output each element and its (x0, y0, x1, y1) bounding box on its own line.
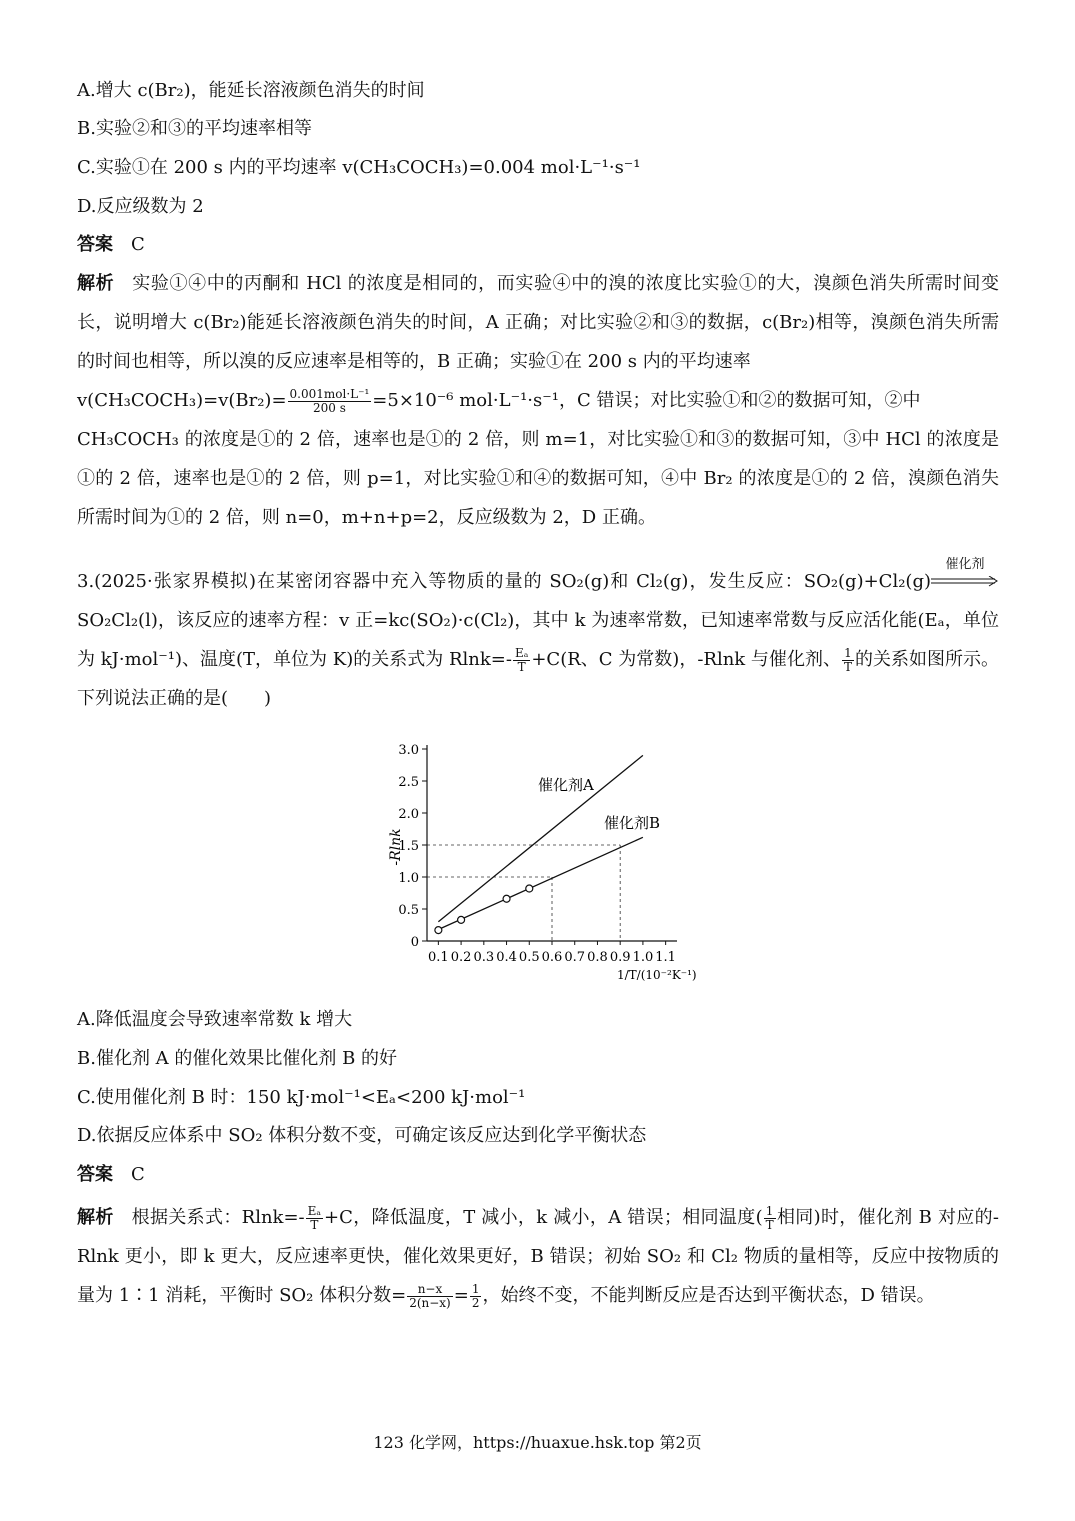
fraction-numerator: 1 (842, 647, 854, 661)
y-tick-label: 2.0 (398, 807, 419, 822)
fraction-denominator: T (310, 1217, 319, 1232)
option-d-top: D.反应级数为 2 (77, 196, 204, 217)
fraction-numerator: 0.001mol·L⁻¹ (289, 386, 370, 401)
catalyst-arrow (931, 557, 999, 592)
analysis-1-label: 解析 (77, 273, 115, 294)
answer-3 (77, 1162, 145, 1188)
y-tick-label: 1.0 (398, 871, 419, 886)
question-3-text-a: 3.(2025·张家界模拟)在某密闭容器中充入等物质的量的 SO₂(g)和 Cl₂(g)，发生反应：SO₂(g)+Cl₂(g) (77, 571, 931, 592)
analysis-1-fraction (288, 388, 372, 415)
answer-1 (77, 232, 145, 258)
option-a-3: A.降低温度会导致速率常数 k 增大 (77, 1009, 353, 1030)
question-3-text-d: 的关系如图所示。下列说法正确的是( ) (77, 649, 999, 709)
analysis-3-text-3: 相同)时，催化剂 B 对应的-Rlnk 更小，即 k 更大，反应速率更快，催化效果更好，B 错误；初始 SO₂ 和 Cl₂ 物质的量相等，反应中按物质的量为 1∶1 消耗，平衡时 SO₂ 体积分数= (77, 1207, 1000, 1306)
y-tick-label: 0 (410, 935, 419, 950)
analysis-3-text-2: +C，降低温度，T 减小，k 减小，A 错误；相同温度( (324, 1207, 763, 1228)
question-3-text-c: +C(R、C 为常数)，-Rlnk 与催化剂、 (531, 649, 841, 670)
analysis-3-text-5: ，始终不变，不能判断反应是否达到平衡状态，D 错误。 (482, 1285, 935, 1306)
analysis-1-eq-right: =5×10⁻⁶ mol·L⁻¹·s⁻¹，C 错误；对比实验①和②的数据可知，②中 (372, 390, 921, 411)
fraction-numerator: Eₐ (514, 645, 529, 660)
fraction-numerator: 1 (764, 1205, 776, 1219)
option-c-top-text: C.实验①在 200 s 内的平均速率 (77, 157, 343, 178)
y-tick-label: 3.0 (398, 743, 419, 758)
fraction-numerator: 1 (471, 1281, 480, 1296)
catalyst-label: 催化剂 (945, 557, 985, 572)
x-tick-label: 0.6 (541, 950, 563, 965)
chart-guides (427, 845, 620, 941)
y-tick-label: 2.5 (398, 775, 419, 790)
option-d-3: D.依据反应体系中 SO₂ 体积分数不变，可确定该反应达到化学平衡状态 (77, 1125, 647, 1146)
series-label-a: 催化剂A (538, 776, 594, 794)
fraction-numerator: n−x (407, 1283, 453, 1297)
x-tick-label: 0.2 (450, 950, 472, 965)
analysis-3 (77, 1198, 999, 1315)
option-c-top-expr: v(CH₃COCH₃)=0.004 mol·L⁻¹·s⁻¹ (342, 157, 641, 178)
y-axis-label: -Rlnk (388, 828, 404, 866)
fraction-denominator: T (843, 659, 852, 674)
series-label-b: 催化剂B (604, 814, 661, 832)
fraction-denominator: T (765, 1217, 774, 1232)
x-tick-label: 1.1 (655, 950, 676, 965)
y-tick-label: 1.5 (398, 839, 419, 854)
answer-1-label: 答案 (77, 234, 113, 255)
x-tick-label: 0.8 (587, 950, 608, 965)
analysis-3-frac-1 (306, 1205, 323, 1232)
x-tick-label: 0.7 (564, 950, 586, 965)
option-b-top: B.实验②和③的平均速率相等 (77, 118, 312, 139)
y-tick-label: 0.5 (398, 903, 419, 918)
answer-3-label: 答案 (77, 1164, 113, 1185)
fraction-denominator: T (517, 659, 526, 674)
analysis-3-frac-2 (764, 1205, 776, 1232)
option-c-top (77, 155, 641, 181)
analysis-3-frac-4 (470, 1283, 482, 1310)
answer-1-value: C (131, 234, 145, 255)
option-c-3: C.使用催化剂 B 时：150 kJ·mol⁻¹<Eₐ<200 kJ·mol⁻¹ (77, 1087, 526, 1108)
analysis-1-eq-left: v(CH₃COCH₃)=v(Br₂)= (77, 390, 287, 411)
question-3-frac-2 (842, 647, 854, 674)
data-point (526, 885, 533, 892)
x-tick-label: 0.9 (609, 950, 631, 965)
x-tick-label: 0.5 (518, 950, 540, 965)
x-tick-label: 0.4 (496, 950, 517, 965)
option-b-3: B.催化剂 A 的催化效果比催化剂 B 的好 (77, 1048, 398, 1069)
page-footer: 123 化学网，https://huaxue.hsk.top 第2页 (373, 1433, 702, 1452)
reaction-arrow-icon (931, 576, 999, 588)
analysis-3-label: 解析 (77, 1207, 114, 1228)
question-3-stem (77, 557, 999, 718)
analysis-1-text: 实验①④中的丙酮和 HCl 的浓度是相同的，而实验④中的溴的浓度比实验①的大，溴颜色消失所需时间变长，说明增大 c(Br₂)能延长溶液颜色消失的时间，A 正确；对比实验②和③的数据，c(Br₂)相等，溴颜色消失所需的时间也相等，所以溴的反应速率是相等的，B 正确；实验①在 200 s 内的平均速率 (77, 273, 999, 372)
x-tick-label: 1.0 (632, 950, 654, 965)
fraction-denominator: 2 (471, 1295, 480, 1310)
analysis-3-text-1: 根据关系式：Rlnk=- (131, 1207, 305, 1228)
question-3-frac-1 (513, 647, 530, 674)
analysis-3-frac-3 (407, 1283, 453, 1310)
x-axis-label: 1/T/(10⁻²K⁻¹) (617, 968, 697, 982)
fraction-numerator: Eₐ (307, 1203, 322, 1218)
option-a-top: A.增大 c(Br₂)，能延长溶液颜色消失的时间 (77, 80, 425, 101)
analysis-3-text-4: = (453, 1285, 469, 1306)
data-point (503, 895, 510, 902)
data-point (435, 927, 442, 934)
x-tick-label: 0.3 (473, 950, 495, 965)
fraction-denominator: 2(n−x) (409, 1295, 451, 1310)
data-point (458, 916, 465, 923)
answer-3-value: C (131, 1164, 145, 1185)
analysis-1 (77, 264, 999, 537)
fraction-denominator: 200 s (312, 400, 346, 415)
x-tick-label: 0.1 (428, 950, 449, 965)
series-line-b (438, 837, 643, 929)
question-3-text-b: SO₂Cl₂(l)，该反应的速率方程：v 正=kc(SO₂)·c(Cl₂)，其中 k 为速率常数，已知速率常数与反应活化能(Eₐ，单位为 kJ·mol⁻¹)、温度(T，单位为 K)的关系式为 Rlnk=- (77, 610, 999, 670)
analysis-1-text-2: CH₃COCH₃ 的浓度是①的 2 倍，速率也是①的 2 倍，则 m=1，对比实验①和③的数据可知，③中 HCl 的浓度是①的 2 倍，速率也是①的 2 倍，则 p=1，对比实验①和④的数据可知，④中 Br₂ 的浓度是①的 2 倍，溴颜色消失所需时间为①的 2 倍，则 n=0，m+n+p=2，反应级数为 2，D 正确。 (77, 429, 999, 528)
rate-constant-chart (372, 735, 702, 995)
